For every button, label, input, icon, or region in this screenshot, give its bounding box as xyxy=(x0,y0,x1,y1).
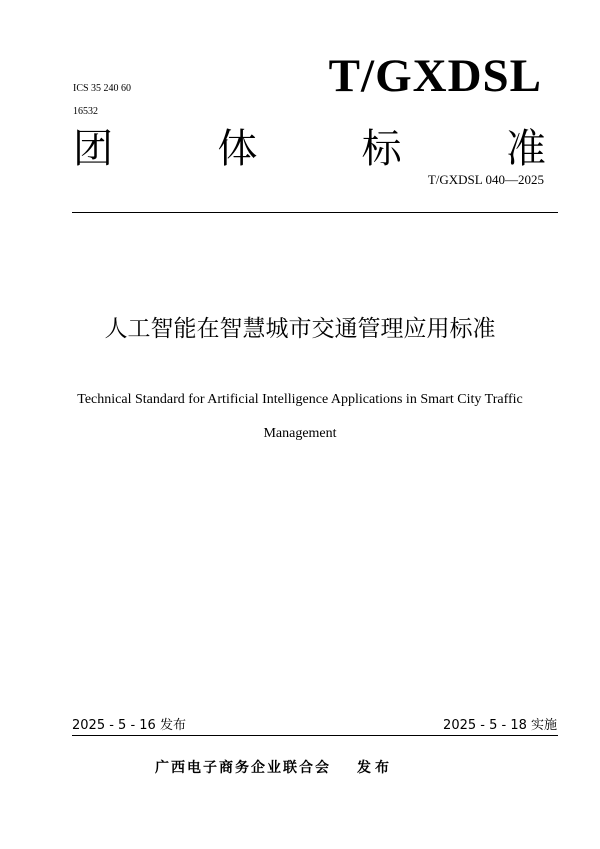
heading-char: 团 xyxy=(73,126,113,172)
heading-char: 准 xyxy=(505,126,546,172)
heading-char: 标 xyxy=(361,126,402,172)
group-standard-heading xyxy=(73,124,546,174)
header-divider xyxy=(72,212,558,213)
publisher-name: 广西电子商务企业联合会 xyxy=(155,760,331,776)
ics-code: ICS 35 240 60 xyxy=(73,83,132,94)
publish-date: 2025 - 5 - 16 发布 xyxy=(72,718,186,733)
footer-divider xyxy=(72,735,558,736)
heading-char: 体 xyxy=(217,126,258,172)
standard-number: T/GXDSL 040—2025 xyxy=(427,172,544,187)
title-en-line: Technical Standard for Artificial Intelligence Applications in Smart City Traffic xyxy=(77,392,523,407)
title-en-line: Management xyxy=(263,426,337,441)
publisher-line xyxy=(155,759,393,777)
standard-brand: T/GXDSL xyxy=(328,50,542,102)
publish-label: 发布 xyxy=(357,760,393,776)
ccs-code: 16532 xyxy=(73,106,98,117)
document-title-chinese: 人工智能在智慧城市交通管理应用标准 xyxy=(104,316,496,342)
document-title-english xyxy=(50,383,550,451)
implement-date: 2025 - 5 - 18 实施 xyxy=(443,718,557,733)
